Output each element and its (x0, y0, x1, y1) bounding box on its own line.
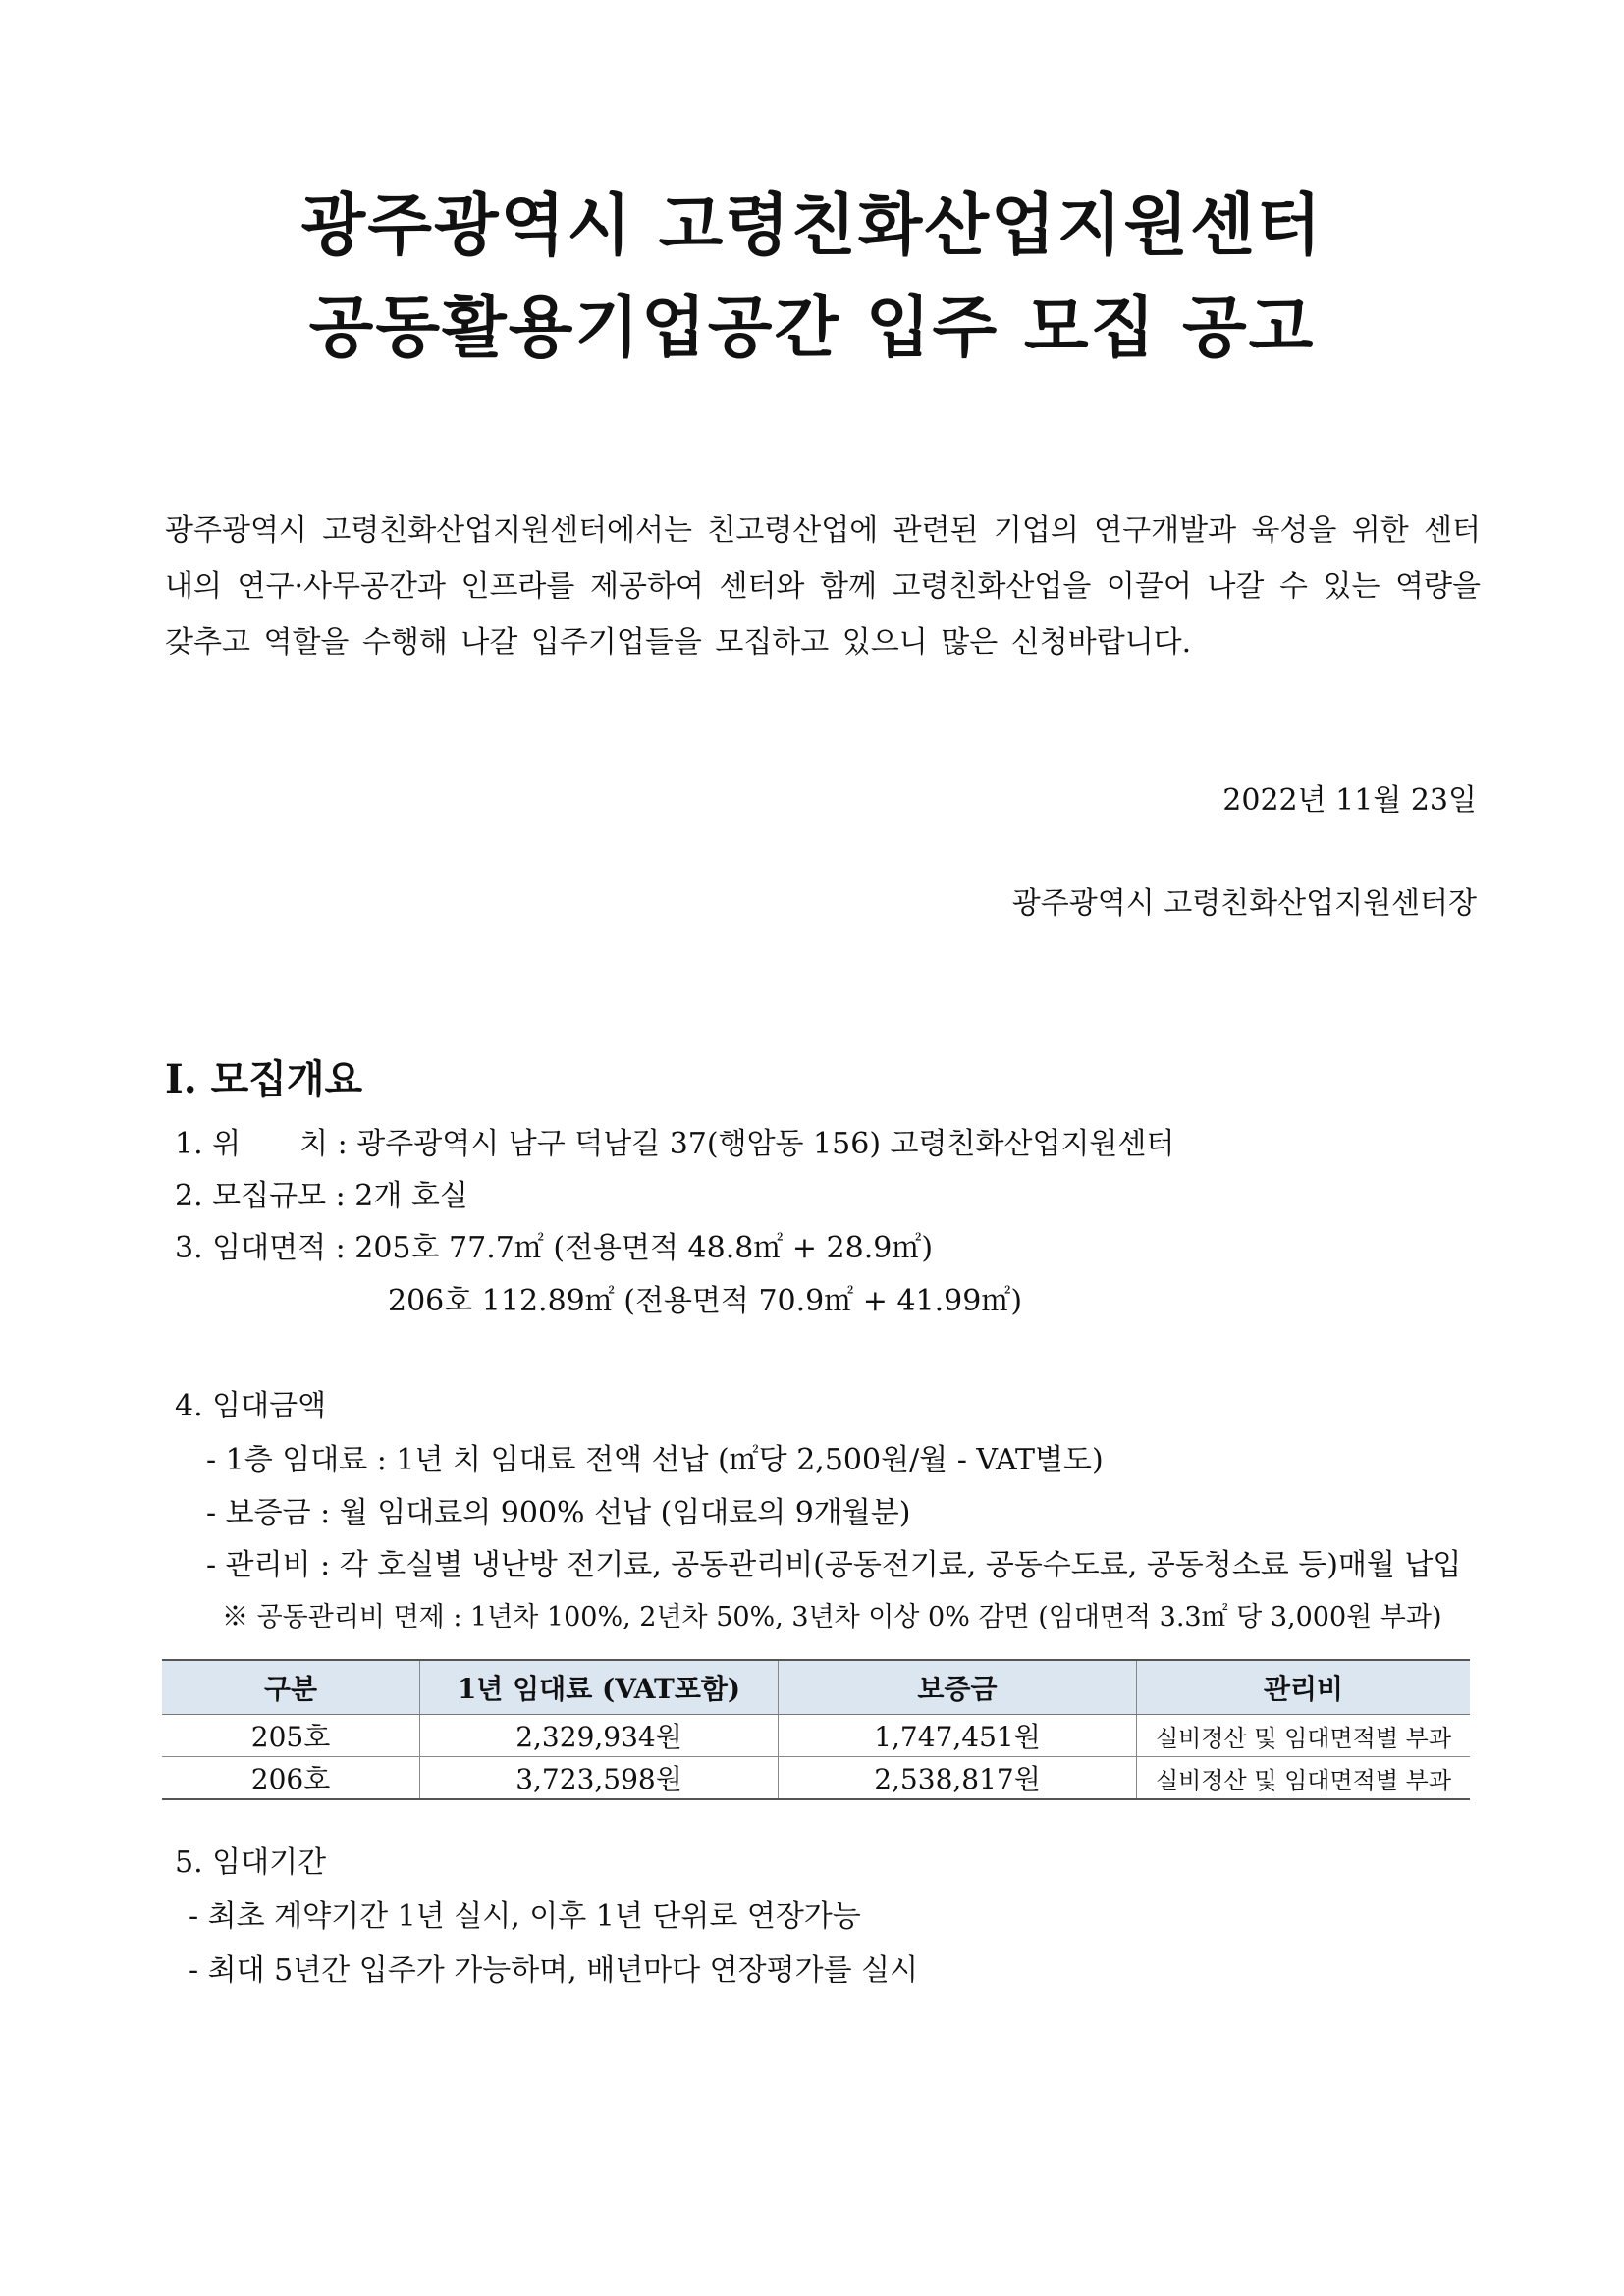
table-cell: 2,538,817원 (779, 1757, 1137, 1800)
table-cell: 205호 (162, 1715, 420, 1757)
table-cell: 실비정산 및 임대면적별 부과 (1137, 1757, 1471, 1800)
item-area-206: 206호 112.89㎡ (전용면적 70.9㎡ + 41.99㎡) (388, 1284, 1023, 1318)
intro-paragraph: 광주광역시 고령친화산업지원센터에서는 친고령산업에 관련된 기업의 연구개발과 육성을 위한 센터내의 연구·사무공간과 인프라를 제공하여 센터와 함께 고령친화산업을 이끌어 나갈 수 있는 역량을 갖추고 역할을 수행해 나갈 입주기업들을 모집하고 있으니 많은 신청바랍니다. (165, 513, 1481, 660)
title-line-2: 공동활용기업공간 입주 모집 공고 (308, 289, 1316, 367)
table-cell: 1,747,451원 (779, 1715, 1137, 1757)
announcement-date: 2022년 11월 23일 (1222, 783, 1477, 818)
item-period-max: - 최대 5년간 입주가 가능하며, 배년마다 연장평가를 실시 (189, 1953, 919, 1988)
item-period-heading: 5. 임대기간 (175, 1845, 327, 1880)
table-cell: 206호 (162, 1757, 420, 1800)
table-cell: 실비정산 및 임대면적별 부과 (1137, 1715, 1471, 1757)
item-scale: 2. 모집규모 : 2개 호실 (175, 1179, 468, 1213)
item-rent-fee: - 1층 임대료 : 1년 치 임대료 전액 선납 (㎡당 2,500원/월 - VAT별도) (206, 1443, 1104, 1477)
table-header-row (162, 1660, 1470, 1715)
table-header: 1년 임대료 (VAT포함) (420, 1660, 779, 1715)
item-management-note: ※ 공동관리비 면제 : 1년차 100%, 2년차 50%, 3년차 이상 0% 감면 (임대면적 3.3㎡ 당 3,000원 부과) (222, 1602, 1442, 1632)
table-cell: 3,723,598원 (420, 1757, 779, 1800)
item-area-205: 3. 임대면적 : 205호 77.7㎡ (전용면적 48.8㎡ + 28.9㎡) (175, 1231, 934, 1265)
issuing-organization: 광주광역시 고령친화산업지원센터장 (1011, 886, 1477, 921)
table-header: 보증금 (779, 1660, 1137, 1715)
table-header: 관리비 (1137, 1660, 1471, 1715)
table-row (162, 1757, 1470, 1800)
table-row (162, 1715, 1470, 1757)
item-rent-heading: 4. 임대금액 (175, 1389, 327, 1423)
item-management-fee: - 관리비 : 각 호실별 냉난방 전기료, 공동관리비(공동전기료, 공동수도료, 공동청소료 등)매월 납입 (206, 1548, 1462, 1582)
item-deposit: - 보증금 : 월 임대료의 900% 선납 (임대료의 9개월분) (206, 1496, 911, 1530)
table-header: 구분 (162, 1660, 420, 1715)
section-title: Ⅰ. 모집개요 (165, 1056, 363, 1102)
item-location: 1. 위 치 : 광주광역시 남구 덕남길 37(행암동 156) 고령친화산업지원센터 (175, 1127, 1175, 1161)
title-line-1: 광주광역시 고령친화산업지원센터 (300, 187, 1324, 265)
item-period-initial: - 최초 계약기간 1년 실시, 이후 1년 단위로 연장가능 (189, 1899, 861, 1934)
rent-table (162, 1659, 1470, 1800)
table-cell: 2,329,934원 (420, 1715, 779, 1757)
